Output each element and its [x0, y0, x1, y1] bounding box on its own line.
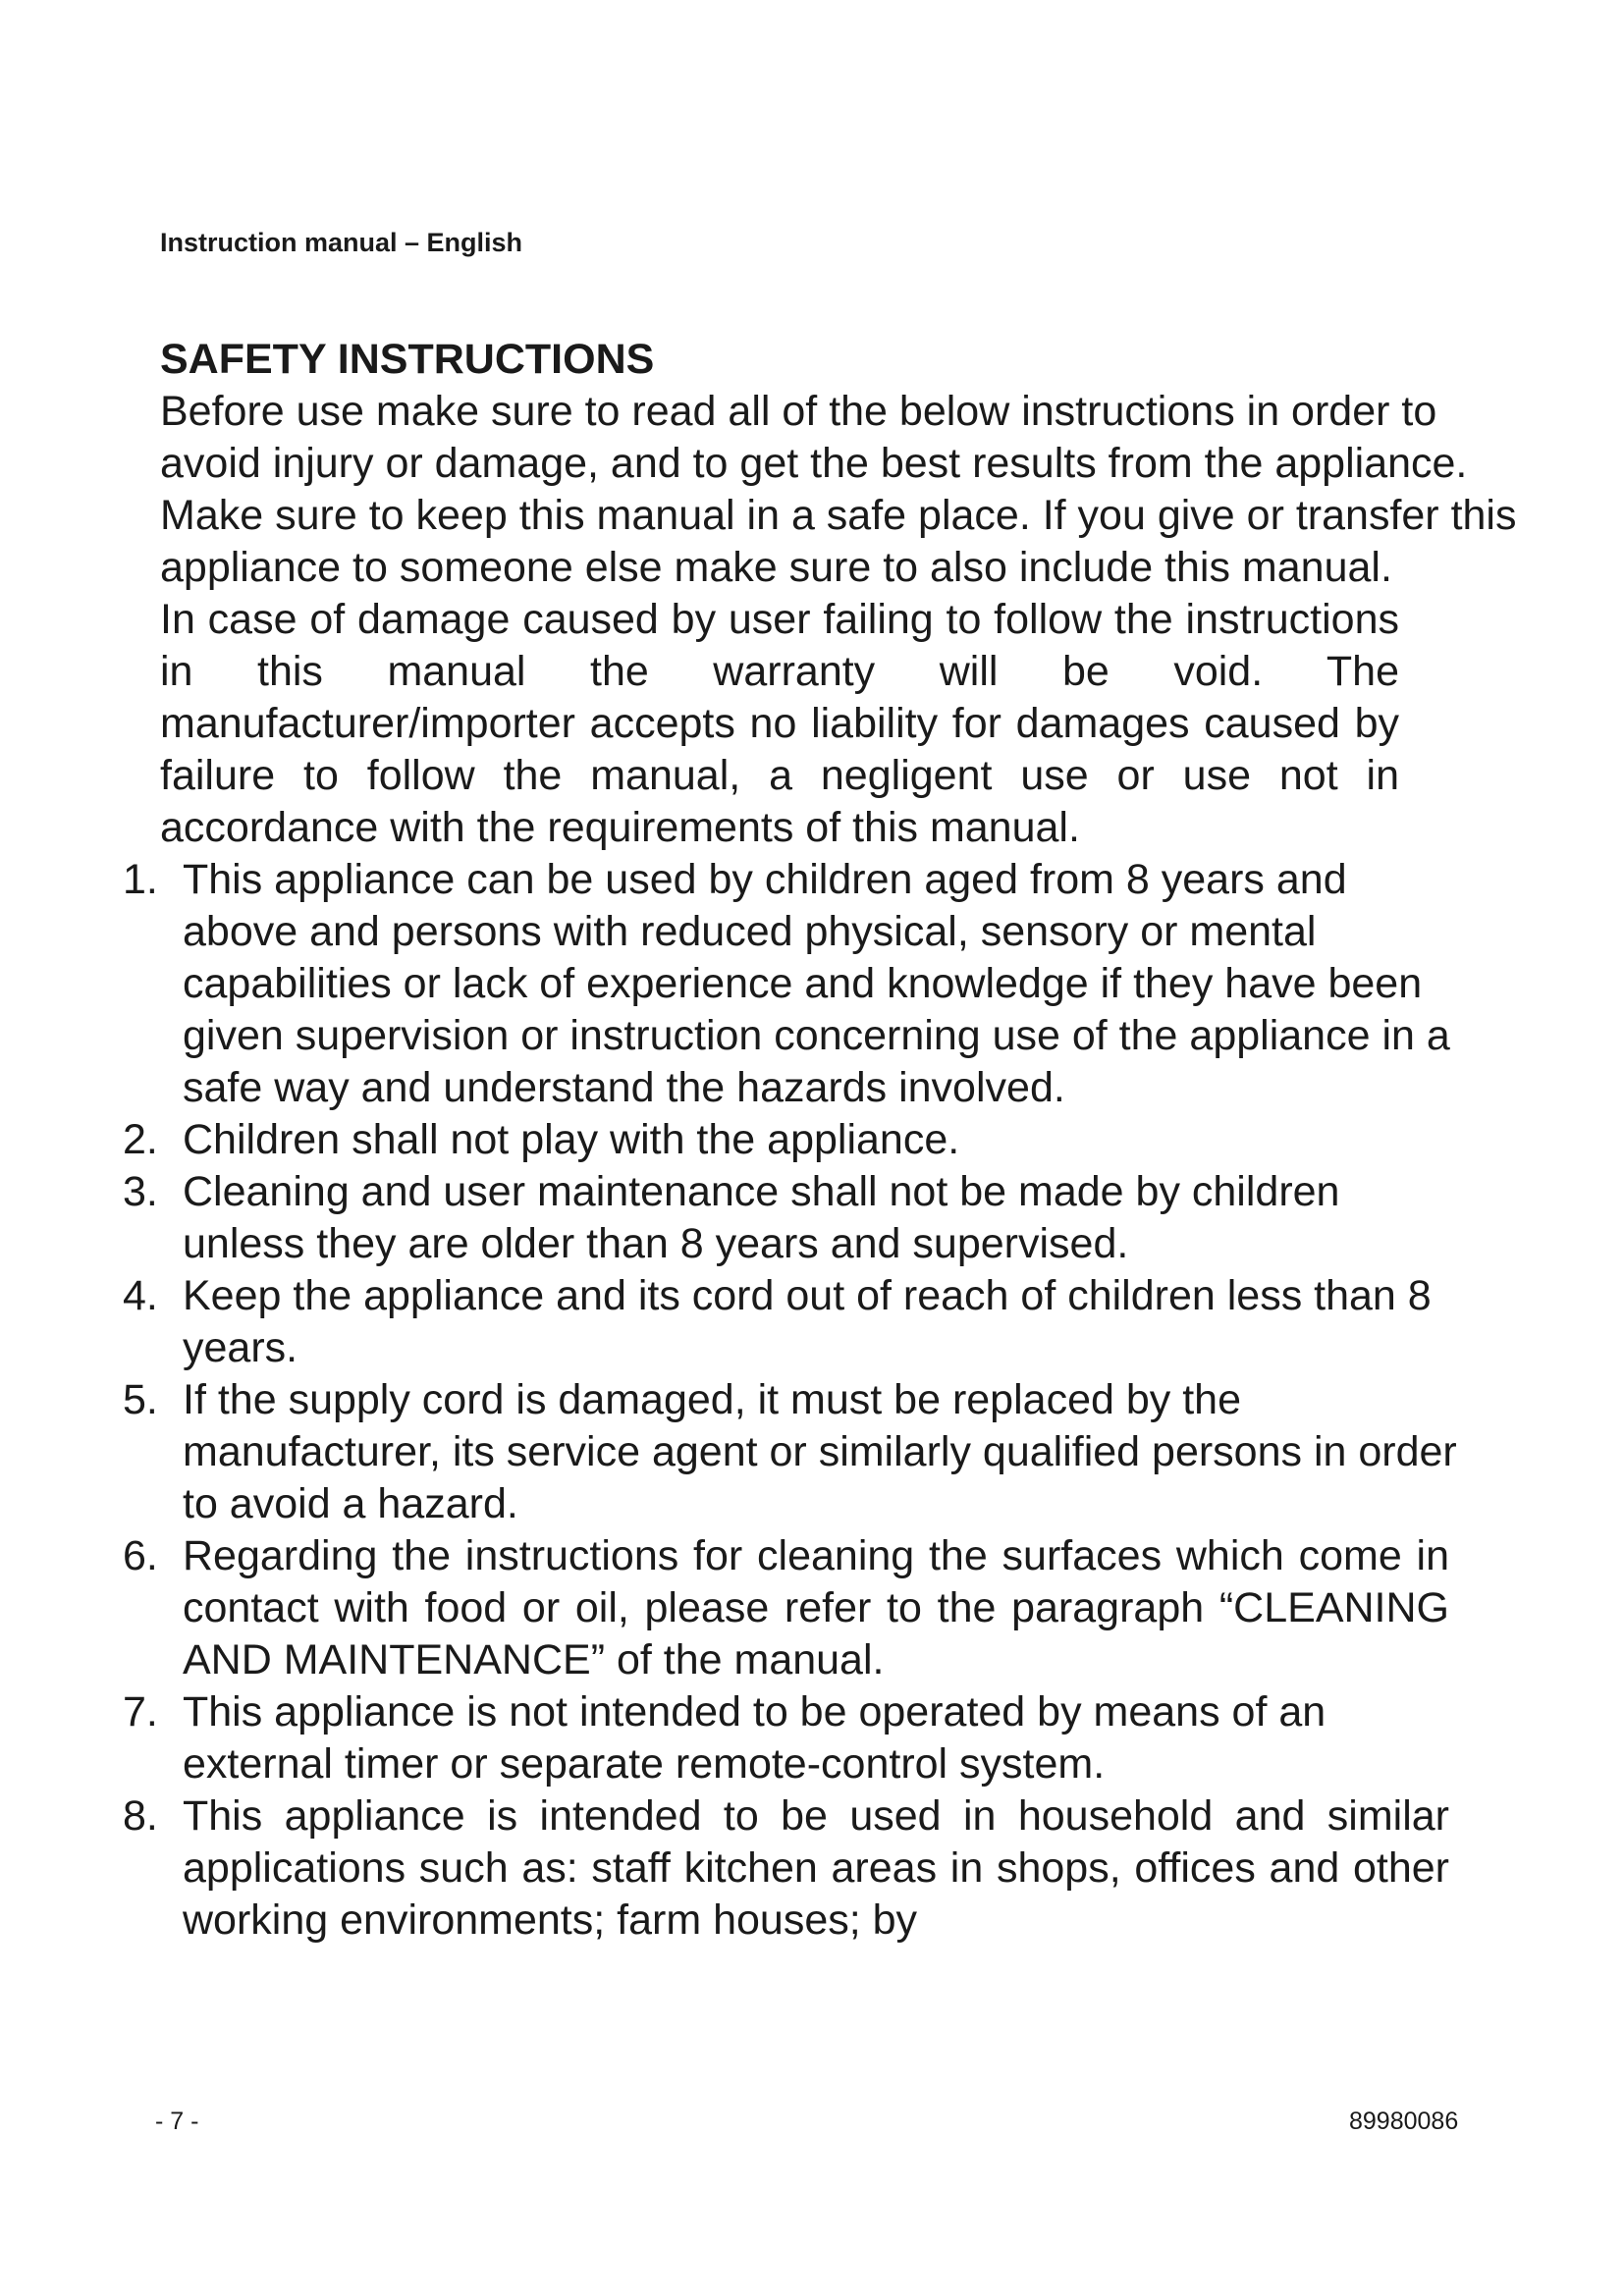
- section-title: SAFETY INSTRUCTIONS: [160, 336, 655, 383]
- page-number: - 7 -: [155, 2108, 199, 2135]
- list-item: [123, 1374, 1535, 1530]
- intro-paragraph: Before use make sure to read all of the below instructions in order to avoid injury or damage, and to get the best results from the appliance. Make sure to keep this manual in a safe place. If you give or transfer this appliance to someone else make sure to also include this manual.: [160, 388, 1517, 591]
- item-text: This appliance can be used by children aged from 8 years and above and persons with reduced physical, sensory or mental capabilities or lack of experience and knowledge if they have been given supervision or instruction concerning use of the appliance in a safe way and understand the hazards involved.: [183, 856, 1450, 1111]
- item-number: 5.: [123, 1376, 158, 1423]
- item-text: If the supply cord is damaged, it must be replaced by the manufacturer, its service agent or similarly qualified persons in order to avoid a hazard.: [183, 1376, 1457, 1527]
- item-text: Regarding the instructions for cleaning the surfaces which come in contact with food or oil, please refer to the paragraph “CLEANING AND MAINTENANCE” of the manual.: [183, 1532, 1449, 1683]
- item-number: 3.: [123, 1168, 158, 1215]
- item-number: 8.: [123, 1792, 158, 1840]
- item-text: Children shall not play with the appliance.: [183, 1116, 960, 1163]
- list-item: [123, 1686, 1535, 1790]
- safety-section: [123, 334, 1535, 1947]
- item-text: Cleaning and user maintenance shall not be made by children unless they are older than 8 years and supervised.: [183, 1168, 1340, 1267]
- list-item: [123, 1166, 1535, 1270]
- item-text: This appliance is not intended to be operated by means of an external timer or separate remote-control system.: [183, 1688, 1326, 1788]
- warranty-paragraph: In case of damage caused by user failing to follow the instructions in this manual the warranty will be void. The manufacturer/importer accepts no liability for damages caused by failure to follow the manual, a negligent use or use not in accordance with the requirements of this manual.: [160, 596, 1399, 851]
- document-code: 89980086: [1349, 2108, 1459, 2135]
- item-number: 2.: [123, 1116, 158, 1163]
- document-header: Instruction manual – English: [160, 228, 523, 257]
- list-item: [123, 1114, 1535, 1166]
- list-item: [123, 1790, 1535, 1947]
- item-number: 4.: [123, 1272, 158, 1319]
- safety-list: [123, 854, 1535, 1947]
- list-item: [123, 1270, 1535, 1374]
- item-number: 7.: [123, 1688, 158, 1735]
- list-item: [123, 1530, 1535, 1686]
- item-number: 6.: [123, 1532, 158, 1579]
- item-text: Keep the appliance and its cord out of reach of children less than 8 years.: [183, 1272, 1432, 1371]
- item-text: This appliance is intended to be used in household and similar applications such as: staff kitchen areas in shops, offices and other working environments; farm houses; by: [183, 1792, 1449, 1944]
- list-item: [123, 854, 1535, 1114]
- item-number: 1.: [123, 856, 158, 903]
